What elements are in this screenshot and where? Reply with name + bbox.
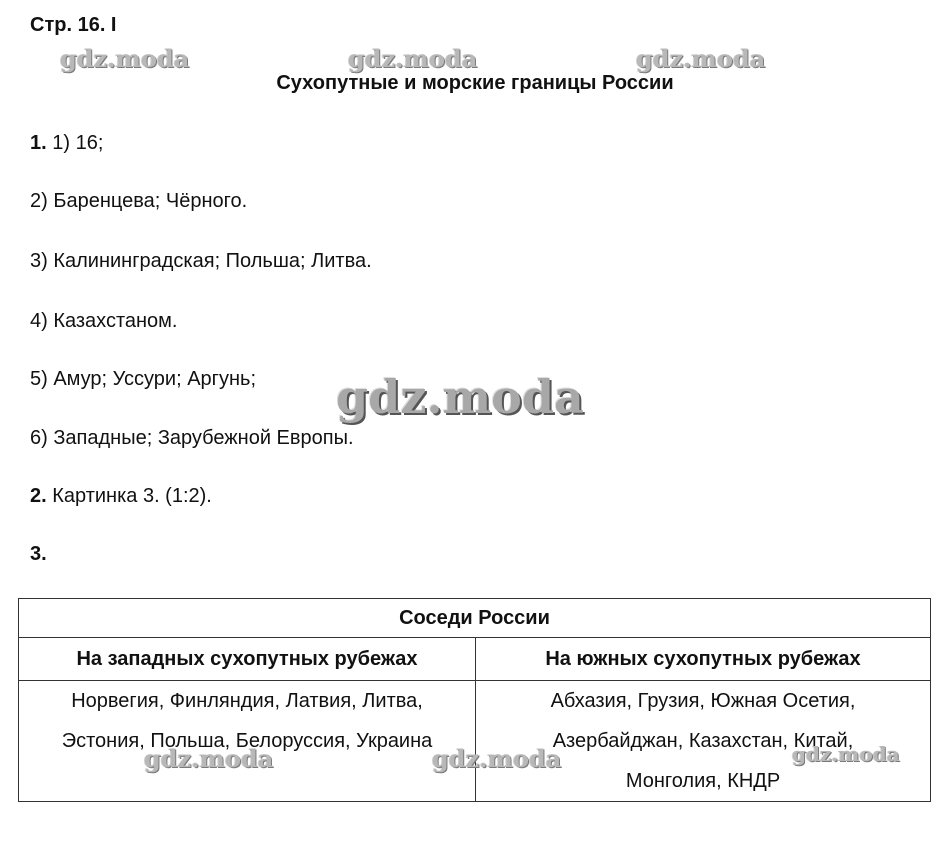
answer-line xyxy=(30,310,178,333)
answer-line xyxy=(30,485,212,508)
table-caption: Соседи России xyxy=(19,599,931,638)
answer-text: 2) Баренцева; Чёрного. xyxy=(30,190,248,212)
answer-number: 3. xyxy=(30,543,47,565)
south-line: Азербайджан, Казахстан, Китай, xyxy=(552,730,854,752)
answer-text: Картинка 3. (1:2). xyxy=(46,485,212,507)
answer-line xyxy=(30,132,103,155)
watermark: gdz.moda xyxy=(636,44,766,73)
watermark: gdz.moda xyxy=(60,44,190,73)
west-neighbors-cell xyxy=(19,681,476,802)
answer-number: 1. xyxy=(30,132,47,154)
page-title: Сухопутные и морские границы России xyxy=(276,72,674,94)
answer-line xyxy=(30,427,354,450)
watermark: gdz.moda xyxy=(144,744,274,773)
watermark-large: gdz.moda xyxy=(336,370,584,424)
south-line: Монголия, КНДР xyxy=(625,770,781,792)
watermark: gdz.moda xyxy=(348,44,478,73)
answer-number: 2. xyxy=(30,485,47,507)
watermark: gdz.moda xyxy=(432,744,562,773)
answer-text: 3) Калининградская; Польша; Литва. xyxy=(30,250,372,272)
answer-line xyxy=(30,250,372,273)
answer-line xyxy=(30,543,47,566)
answer-text: 1) 16; xyxy=(46,132,104,154)
column-header-west: На западных сухопутных рубежах xyxy=(19,638,476,681)
south-neighbors-cell xyxy=(476,681,931,802)
west-line: Норвегия, Финляндия, Латвия, Литва, xyxy=(71,690,423,712)
answer-line xyxy=(30,190,247,213)
answer-line xyxy=(30,368,256,391)
answer-text: 6) Западные; Зарубежной Европы. xyxy=(30,427,354,449)
south-line: Абхазия, Грузия, Южная Осетия, xyxy=(550,690,856,712)
watermark: gdz.moda xyxy=(792,742,900,766)
page-header: Стр. 16. I xyxy=(30,14,117,36)
west-line: Эстония, Польша, Белоруссия, Украина xyxy=(61,730,433,752)
answer-text: 5) Амур; Уссури; Аргунь; xyxy=(30,368,256,390)
answer-text: 4) Казахстаном. xyxy=(30,310,178,332)
column-header-south: На южных сухопутных рубежах xyxy=(476,638,931,681)
